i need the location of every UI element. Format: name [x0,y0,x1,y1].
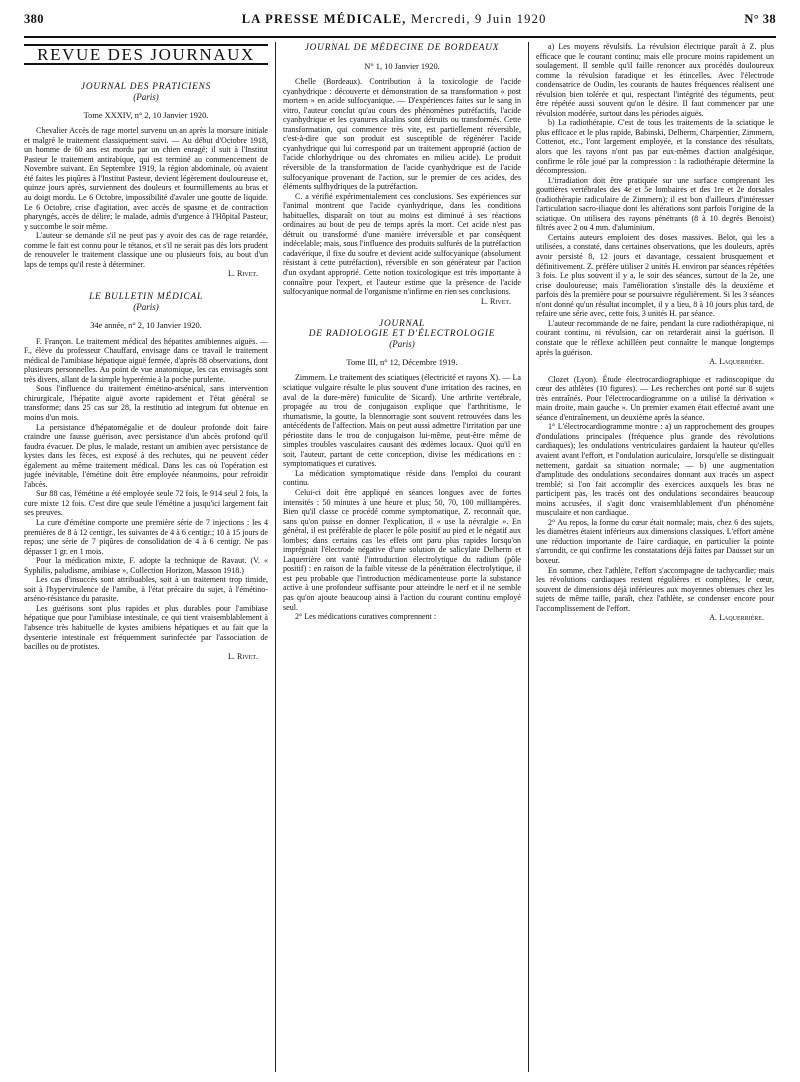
article-paragraph: L'irradiation doit être pratiquée sur une surface comprenant les gouttières vertébrales des 4e et 5e lombaires et des 1re et 2e dorsales (radiothérapie radiculaire de Zimmern); il est bon d'ailleurs d'intéresser l'articulation sacro-iliaque dont les altérations sont parfois l'origine de la sciatique. On utilisera des rayons pénétrants (8 à 10 degrés Benoist) filtrés avec 2 ou 4 mm. d'aluminium. [536,175,774,233]
journal-issue: N° 1, 10 Janvier 1920. [364,61,440,71]
article-signature: A. Laquerrière. [709,357,764,367]
article-paragraph: L'auteur se demande s'il ne peut pas y avoir des cas de rage retardée, comme le fait est connu pour le tétanos, et s'il ne serait pas dès lors prudent de renouveler le traitement classique une ou plusieurs fois, au bout d'un laps de temps qu'il reste à déterminer. [24,231,268,269]
masthead [242,12,547,27]
journal-title: DE RADIOLOGIE ET D'ÉLECTROLOGIE [308,328,496,339]
article-paragraph: 1° L'électrocardiogramme montre : a) un rapprochement des groupes d'ondulations principales (fréquence plus grande des révolutions cardiaques); les ondulations ventriculaires gardaient la hauteur qu'elles avaient avant l'effort, et l'ondulation auriculaire, lorsqu'elle se distinguait nettement, gardait sa situation normale; — b) une augmentation d'amplitude des ondulations secondaires donnant aux tracés un aspect tremblé; si l'on fait accomplir des exercices auxquels les bras ne participent pas, les tracés ont des ondulations secondaires beaucoup moins accusées, il s'agit donc vraisemblablement d'un phénomène musculaire et non cardiaque. [536,422,774,518]
column-1 [24,42,275,1072]
article-paragraph: Sur 88 cas, l'émétine a été employée seule 72 fois, le 914 seul 2 fois, la cure mixte 12 fois. C'est dire que seule l'émétine a jusqu'ici largement fait ses preuves. [24,489,268,518]
issue-number: N° 38 [744,12,776,26]
section-title: REVUE DES JOURNAUX [24,44,268,65]
page-number: 380 [24,12,44,26]
article-paragraph: Les guérisons sont plus rapides et plus durables pour l'amibiase hépatique que pour l'amibiase intestinale, ce qui tient vraisemblablement à l'absence très habituelle de kystes amibiens hépatiques et au fait que la dysenterie intestinale est fréquemment surinfectée par l'association de bacilles ou de protistes. [24,603,268,652]
journal-place: (Paris) [133,302,159,313]
article-paragraph: Chelle (Bordeaux). Contribution à la toxicologie de l'acide cyanhydrique : découverte et démonstration de sa transformation « post mortem » en acide sulfocyanique. — D'expériences faites sur le sang in vitro, l'auteur conclut qu'au cours des phénomènes putréfactifs, l'acide cyanhydrique et les cyanures alcalins sont détruits ou transformés. Cette transformation, qui commence très vite, est partiellement réversible, c'est-à-dire que son produit est susceptible de régénérer l'acide cyanhydrique qui lui correspond par un traitement approprié (action de l'acide chlorhydrique ou des chromates en milieu acide). Le produit réversible de la transformation de l'acide cyanhydrique est de l'acide sulfocyanique provenant de l'action, sur le premier de ces acides, des éléments sulfhydriques de la putréfaction. [283,77,521,192]
article-paragraph: Clozet (Lyon). Étude électrocardiographique et radioscopique du cœur des athlètes (10 figures). — Les recherches ont porté sur 8 sujets très entraînés. Pour l'électrocardiogramme on a utilisé la dérivation « main droite, main gauche ». Un premier examen était effectué avant une séance d'entraînement, un deuxième après la séance. [536,374,774,422]
article-paragraph: F. Françon. Le traitement médical des hépatites amibiennes aiguës. — F., élève du professeur Chauffard, envisage dans ce travail le traitement médical de l'amibiase hépatique aiguë fermée, d'après 88 observations, dont plusieurs personnelles. Au point de vue anatomique, les cas envisagés sont très divers, allant de la simple hyperémie à la poche purulente. [24,336,268,384]
article-signature: A. Laquerrière. [709,613,764,623]
column-3 [529,42,774,1072]
article-signature: L. Rivet. [228,651,258,661]
running-head [24,12,776,38]
journal-title: JOURNAL DE MÉDECINE DE BORDEAUX [304,43,500,53]
article-paragraph: Chevalier Accès de rage mortel survenu un an après la morsure initiale et malgré le traitement classiquement suivi. — Au début d'Octobre 1918, un homme de 60 ans est mordu par un chien enragé; il suit à l'Institut Pasteur le traitement antirabique, qui est terminé au commencement de Novembre suivant. En Septembre 1919, la région abdominale, où avaient été faites les piqûres à l'Institut Pasteur, devient légèrement douloureuse et, quinze jours après, surviennent des douleurs et fourmillements au bras et au doigt mordu. Le 6 Octobre, impossibilité d'avaler une goutte de liquide. Le 6 Octobre, crise d'agitation, avec accès de spasme et de contraction pharyngés, accès de délire; le malade, admis d'urgence à l'Hôpital Pasteur, y succombe le soir même. [24,126,268,231]
article-paragraph: L'auteur recommande de ne faire, pendant la cure radiothérapique, ni courant continu, ni révulsion, car on retarderait ainsi la guérison. Il constate que le réflexe achilléen peut connaître le manque longtemps après la guérison. [536,318,774,357]
article-paragraph: C. a vérifié expérimentalement ces conclusions. Ses expériences sur l'animal montrent que l'acide cyanhydrique, dans les conditions habituelles, disparaît on tout au moins est diminué à ses réactions ordinaires au bout de peu de temps après la mort. Cet acide n'est pas détruit ou transformé d'une manière irréversible et par conséquent indécelable; mais, sous l'influence des produits sulfurés de la putréfaction cadavérique, il fixe du soufre et devient acide sulfocyanique (absolument résistant à cette putréfaction), réversible en son générateur par l'action d'un oxydant approprié. Cette notion toxicologique est très importante à connaître pour l'expert, et l'auteur estime que la présence de l'acide sulfocyanique normal de l'organisme n'infirme en rien ses conclusions. [283,191,521,297]
article-paragraph: 2° Les médications curatives comprennent : [295,612,437,622]
newspaper-page [24,12,776,1072]
article-paragraph: Les cas d'insuccès sont attribuables, soit à un traitement trop timide, soit à l'hypervirulence de l'amibe, à l'état précaire du sujet, à l'émétino-arséno-résistance du parasite. [24,575,268,604]
journal-title: JOURNAL [379,319,425,330]
journal-place: (Paris) [389,339,415,350]
journal-title: JOURNAL DES PRATICIENS [80,81,212,92]
journal-place: (Paris) [133,92,159,103]
columns [24,42,776,1072]
journal-name: LA PRESSE MÉDICALE, [241,12,407,26]
journal-issue: 34e année, n° 2, 10 Janvier 1920. [90,321,202,331]
article-paragraph: La cure d'émétine comporte une première série de 7 injections : les 4 premières de 8 à 12 centigr., les suivantes de 4 à 6 centigr.; 10 à 15 jours de repos; une série de 7 piqûres de consolidation de 4 à 6 centigr. Ne pas dépasser 1 gr. en 1 mois. [24,517,268,556]
article-paragraph: Certains auteurs emploient des doses massives. Belot, qui les a utilisées, a constaté, dans certaines observations, que les douleurs, après avoir persisté 8, 12 jours et davantage, cessaient brusquement et définitivement. Z. préfère utiliser 2 unités H. environ par séances répétées 3 fois. Le plus souvent il y a, le soir des séances, surtout de la 2e, une crise douloureuse; mais l'amélioration s'installe dès la deuxième et parfois dès la première pour se poursuivre régulièrement. Si les 3 séances n'ont donné qu'un résultat incomplet, il y a lieu, 8 à 10 jours plus tard, de refaire une série avec, cette fois, 3 unités H. par séance. [536,232,774,319]
article-signature: L. Rivet. [481,296,511,306]
journal-title: LE BULLETIN MÉDICAL [89,291,203,302]
column-2 [275,42,529,1072]
journal-issue: Tome III, n° 12, Décembre 1919. [346,357,458,367]
issue-date: Mercredi, 9 Juin 1920 [410,12,547,26]
article-paragraph: 2° Au repos, la forme du cœur était normale; mais, chez 6 des sujets, les diamètres étaient inférieurs aux dimensions classiques. L'effort amène une réduction importante de l'aire cardiaque, en particulier la pointe s'arrondit, ce qui confirme les constatations déjà faites par Dausset sur un boxeur. [536,517,774,565]
article-paragraph: Celui-ci doit être appliqué en séances longues avec de fortes intensités : 50 minutes à une heure et plus; 50, 70, 100 milliampères. Bien qu'il classe ce procédé comme symptomatique, Z. reconnaît que, sans qu'on puisse en donner l'explication, il « use la névralgie ». En général, il est préférable de placer le pôle positif au pied et le négatif aux lombes; dans certains cas les effets ont paru plus rapides lorsqu'on imprégnait l'électrode négative d'une solution de salicylate Delherm et Laquerrière ont vanté l'introduction électrolytique du radium (pôle positif) : en raison de la faible vitesse de la pénétration électrolytique, il est peu probable que l'introduction médicamenteuse porte la substance active à une profondeur suffisante pour atteindre le nerf et il ne semble pas qu'on ajoute beaucoup ainsi à l'action du courant continu employé seul. [283,487,521,612]
article-paragraph: Zimmern. Le traitement des sciatiques (électricité et rayons X). — La sciatique vulgaire résulte le plus souvent d'une irritation des racines, en aval de la dure-mère) funiculite de Sicard). Une arthrite vertébrale, propagée au trou de conjugaison explique que l'arthritisme, le rhumatisme, la goutte, la blennorragie sont souvent retrouvées dans les antécédents de l'affection. Mais on peut aussi admettre l'irritation par une périostite dans le trou de conjugaison lui-même, peut-être même de simples troubles vasculaires causant des œdèmes locaux. Quoi qu'il en soit, l'auteur, partant de cette conception, divise les médications en : symptomatiques et curatives. [283,373,521,469]
article-paragraph: Sous l'influence du traitement émétino-arsénical, sans intervention chirurgicale, l'hépatite aiguë avorte rapidement et l'état général se transforme; dans 25 cas sur 28, la restitutio ad integrum fut obtenue en moins d'un mois. [24,384,268,422]
article-paragraph: b) La radiothérapie. C'est de tous les traitements de la sciatique le plus efficace et le plus rapide, Babinski, Delherm, Charpentier, Zimmern, Cottenot, etc., l'ont largement employée, et la constance des résultats, alors que les rayons n'ont pas par eux-mêmes d'action analgésique, confirme le rôle joué par la compression : la radiothérapie détermine la décompression. [536,118,774,176]
article-paragraph: Pour la médication mixte, F. adopte la technique de Ravaut. (V. « Syphilis, paludisme, amibiase », Collection Horizon, Masson 1918.) [24,556,268,575]
article-paragraph: a) Les moyens révulsifs. La révulsion électrique paraît à Z. plus efficace que le courant continu; mais elle procure moins rapidement un soulagement. Il semble qu'il faille renoncer aux procédés douloureux comme la révulsion faradique et les étincelles. Avec l'électrode condensatrice de Oudin, les courants de hautes fréquences réalisent une révulsion bien tolérée et qui, respectant l'intégrité des téguments, peut être répétée aussi souvent qu'on le désire. Il faut commencer par une révulsion modérée, surtout dans les périodes aiguës. [536,42,774,118]
article-signature: L. Rivet. [228,269,258,279]
article-paragraph: En somme, chez l'athlète, l'effort s'accompagne de tachycardie; mais les révolutions cardiaques restent régulières et complètes, le cœur, souvent de dimensions déjà inférieures aux moyennes obtenues chez les sujets de même taille, paraît, chez l'athlète, se condenser encore pour l'accomplissement de l'effort. [536,565,774,613]
journal-issue: Tome XXXIV, n° 2, 10 Janvier 1920. [83,110,209,120]
article-paragraph: La médication symptomatique réside dans l'emploi du courant continu. [283,468,521,488]
article-paragraph: La persistance d'hépatomégalie et de douleur profonde doit faire craindre une fausse guérison, avec persistance d'un abcès profond qu'il faudra évacuer. De plus, le malade, restant un amibien avec persistance de kystes dans les fèces, est exposé à des rechutes, qui ne peuvent céder également au même traitement médical. Dans les cas où l'opération est jugée inévitable, l'émétine doit être employée néanmoins, pour refroidir l'abcès. [24,422,268,489]
